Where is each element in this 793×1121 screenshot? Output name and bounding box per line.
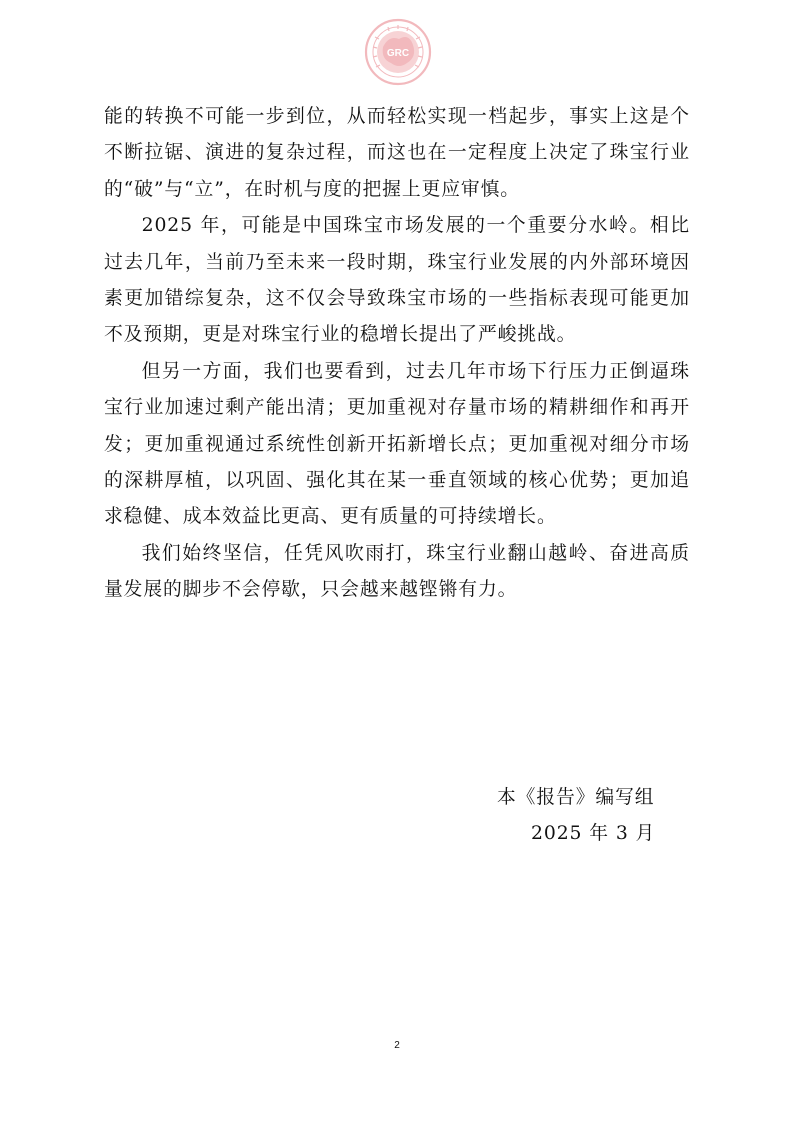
paragraph-1: 能的转换不可能一步到位，从而轻松实现一档起步，事实上这是个不断拉锯、演进的复杂过程，而这也在一定程度上决定了珠宝行业的“破”与“立”，在时机与度的把握上更应审慎。 xyxy=(104,106,690,200)
paragraph-4: 我们始终坚信，任凭风吹雨打，珠宝行业翻山越岭、奋进高质量发展的脚步不会停歇，只会越来越铿锵有力。 xyxy=(104,542,690,601)
signature-date: 2025 年 3 月 xyxy=(531,823,656,844)
signature-org: 本《报告》编写组 xyxy=(497,787,655,808)
main-text xyxy=(104,99,690,609)
page-number: 2 xyxy=(394,1040,400,1051)
seal-logo-icon xyxy=(363,17,433,87)
seal-logo xyxy=(363,17,433,87)
paragraph-3: 但另一方面，我们也要看到，过去几年市场下行压力正倒逼珠宝行业加速过剩产能出清；更加重视对存量市场的精耕细作和再开发；更加重视通过系统性创新开拓新增长点；更加重视对细分市场的深耕厚植，以巩固、强化其在某一垂直领域的核心优势；更加追求稳健、成本效益比更高、更有质量的可持续增长。 xyxy=(104,360,690,528)
svg-text:GRC: GRC xyxy=(386,48,410,59)
paragraph-2: 2025 年，可能是中国珠宝市场发展的一个重要分水岭。相比过去几年，当前乃至未来一段时期，珠宝行业发展的内外部环境因素更加错综复杂，这不仅会导致珠宝市场的一些指标表现可能更加不及预期，更是对珠宝行业的稳增长提出了严峻挑战。 xyxy=(104,215,690,346)
